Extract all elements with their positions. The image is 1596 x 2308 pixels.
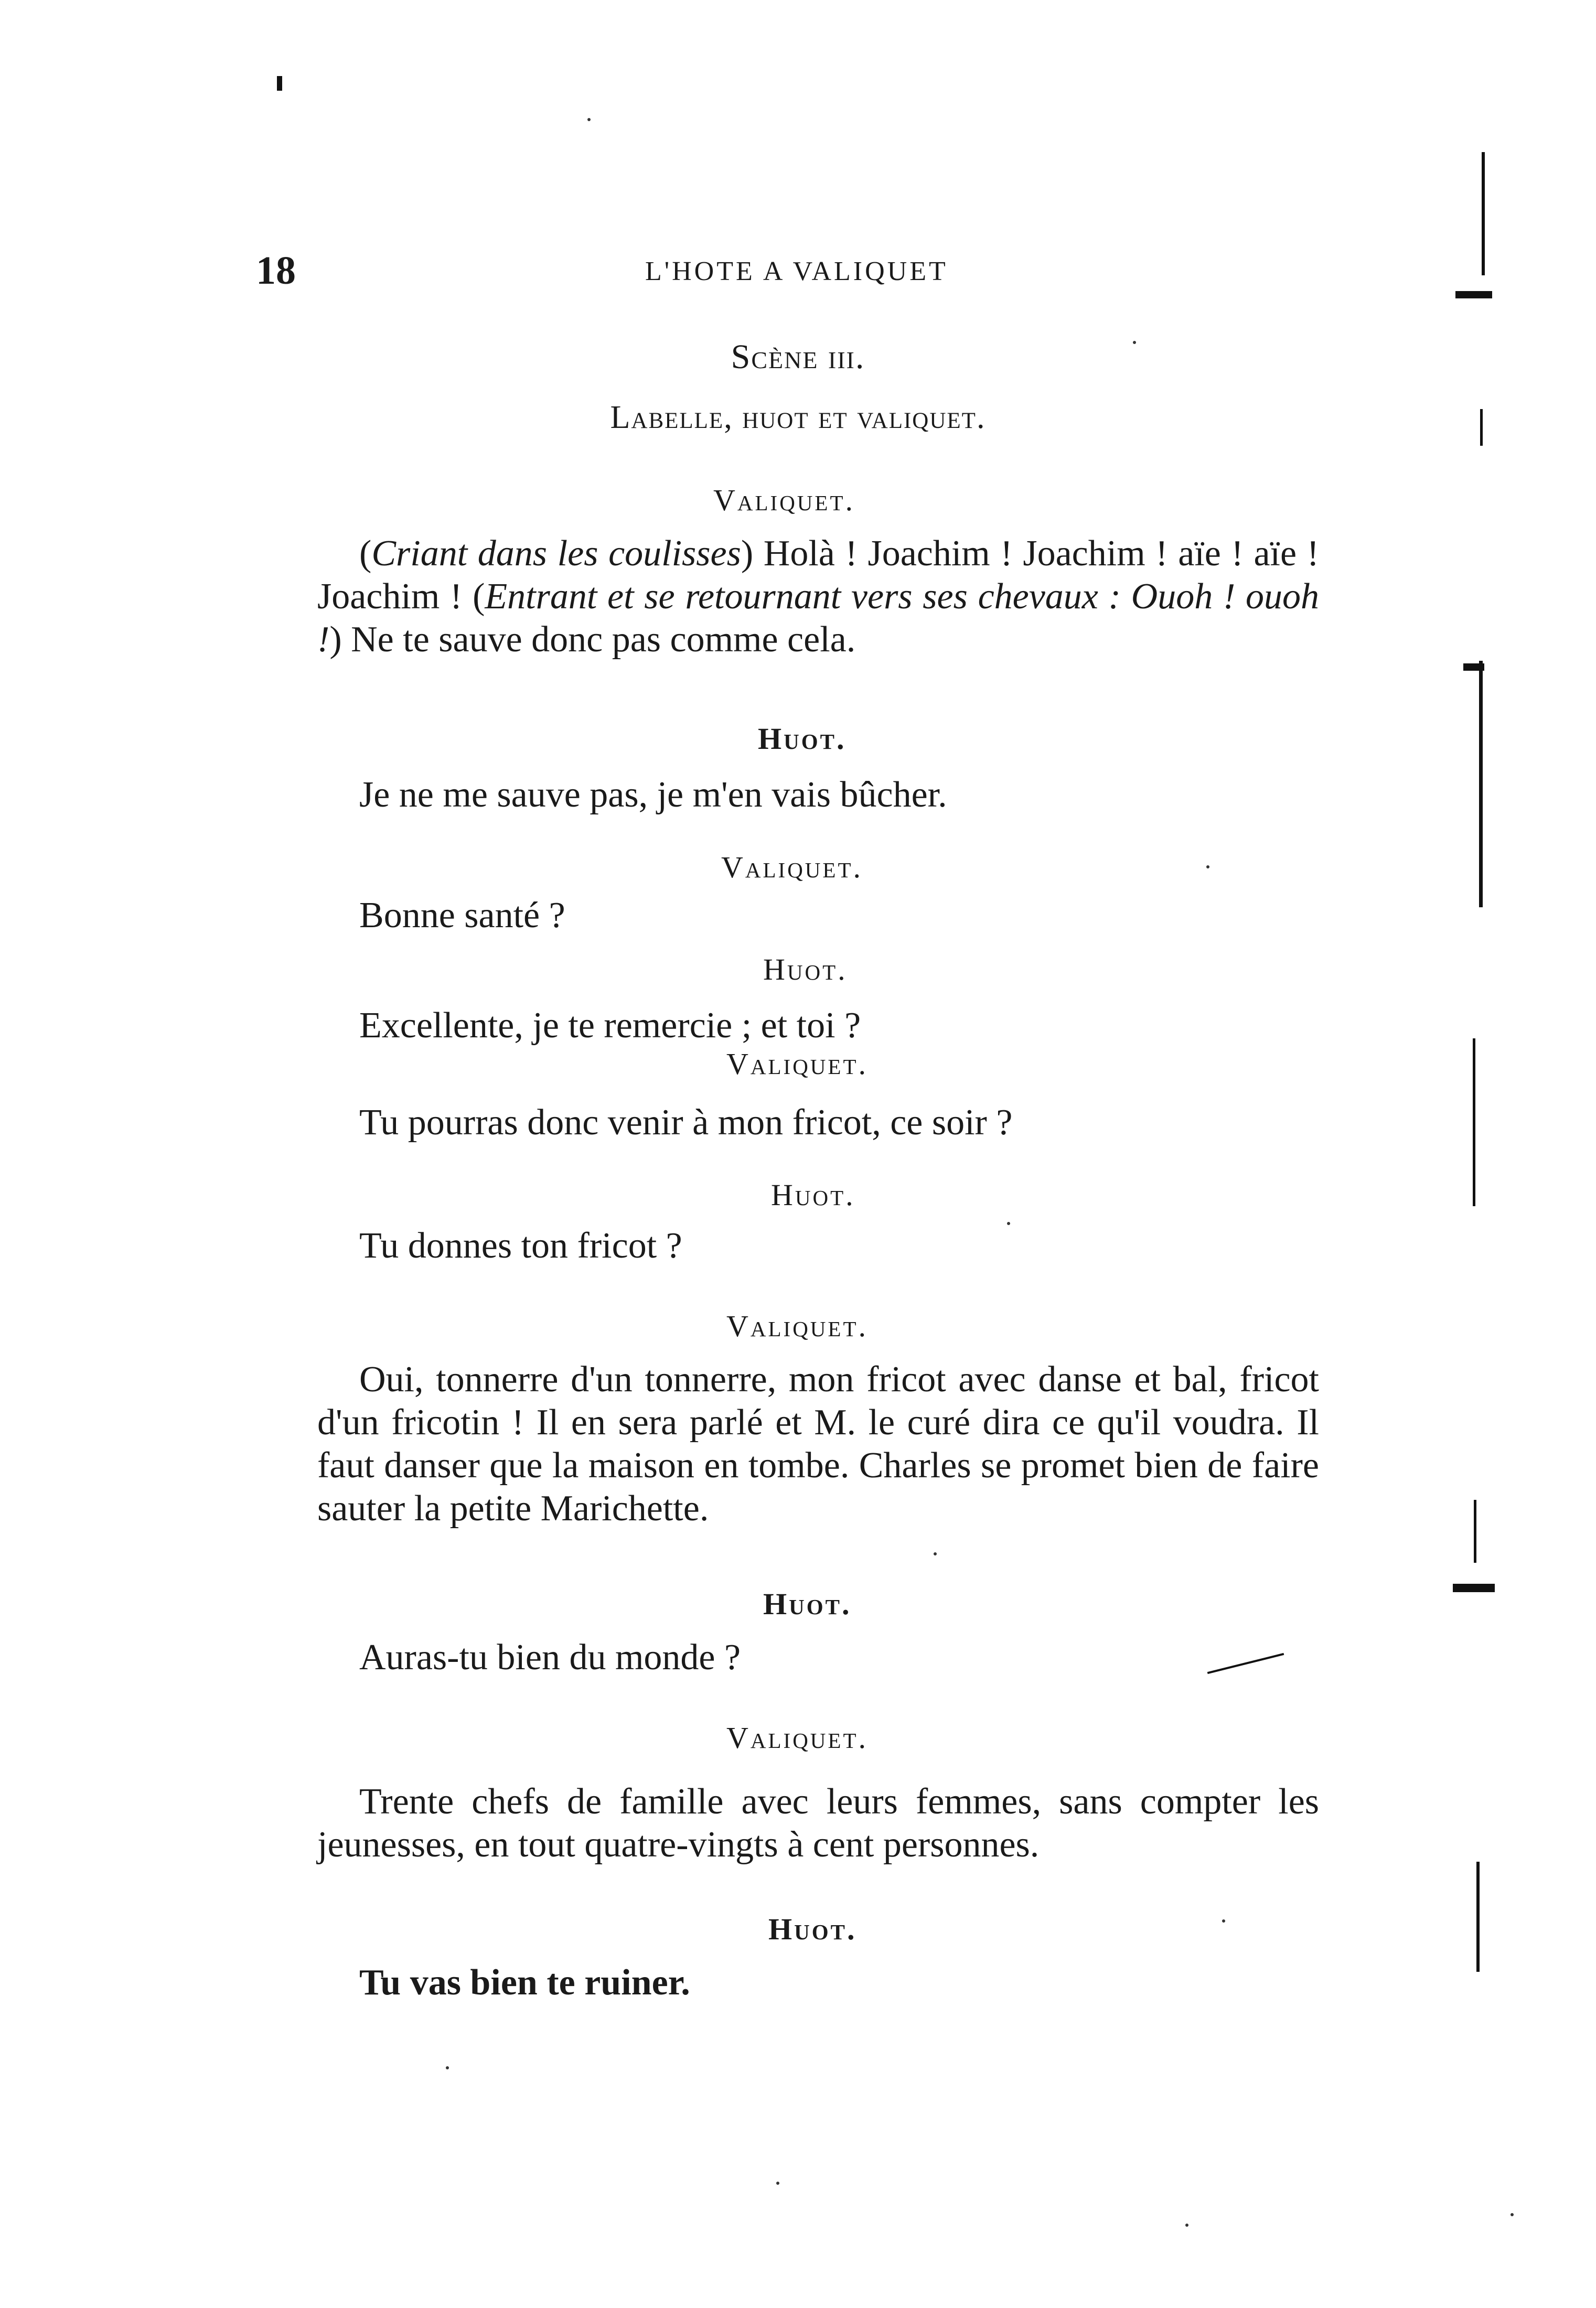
scan-speck [1222, 1919, 1225, 1923]
speaker-name: Huot. [763, 1587, 852, 1621]
scan-mark [1463, 663, 1484, 671]
dialogue-line: (Criant dans les coulisses) Holà ! Joachim ! Joachim ! aïe ! aïe ! Joachim ! (Entrant et se retournant vers ses chevaux : Ouoh ! ouoh !) Ne te sauve donc pas comme cela. [317, 533, 1319, 660]
scan-mark [1455, 291, 1492, 298]
speaker-name: Huot. [771, 1178, 855, 1212]
scan-mark [1453, 1584, 1495, 1592]
scan-speck [1007, 1222, 1010, 1225]
scene-cast: Labelle, huot et valiquet. [610, 400, 986, 435]
speaker-name: Huot. [768, 1912, 857, 1946]
scan-speck [1133, 341, 1136, 344]
speaker-name: Valiquet. [726, 1309, 868, 1343]
speaker-name: Valiquet. [726, 1047, 868, 1081]
scan-mark [277, 76, 282, 91]
dialogue-line: Excellente, je te remercie ; et toi ? [359, 1005, 861, 1046]
page-number: 18 [256, 249, 296, 293]
speaker-name: Valiquet. [726, 1721, 868, 1755]
scan-speck [934, 1552, 937, 1555]
scan-mark [1479, 661, 1483, 907]
scan-mark [1474, 1500, 1476, 1563]
scan-speck [587, 118, 591, 121]
dialogue-line: Tu donnes ton fricot ? [359, 1226, 682, 1266]
stage-direction: Criant dans les coulisses [371, 533, 741, 574]
speaker-name: Valiquet. [713, 483, 855, 517]
scan-speck [1206, 865, 1209, 868]
dialogue-line: Tu vas bien te ruiner. [359, 1962, 690, 2003]
scan-speck [1185, 2224, 1188, 2227]
scan-mark [1476, 1862, 1480, 1972]
dialogue-line: Tu pourras donc venir à mon fricot, ce soir ? [359, 1102, 1013, 1143]
scan-mark [1482, 152, 1485, 275]
scan-speck [1511, 2213, 1514, 2216]
speaker-name: Huot. [763, 952, 848, 986]
scan-speck [776, 2182, 779, 2185]
scan-speck [446, 2066, 449, 2069]
dialogue-text: Ne te sauve donc pas comme cela. [341, 619, 856, 660]
dialogue-text: Holà ! Joachim ! Joachim ! aïe ! aïe ! Joachim ! [317, 533, 1319, 617]
dialogue-line: Trente chefs de famille avec leurs femmes, sans compter les jeunesses, en tout quatre-vingts à cent personnes. [317, 1781, 1319, 1865]
scene-title: Scène iii. [731, 338, 865, 376]
speaker-name: Huot. [758, 722, 847, 756]
dialogue-line: Je ne me sauve pas, je m'en vais bûcher. [359, 775, 947, 815]
speaker-name: Valiquet. [721, 850, 863, 884]
stage-direction: Entrant et se retournant vers ses chevaux : Ouoh ! ouoh ! [317, 576, 1319, 660]
running-title: L'HOTE A VALIQUET [645, 256, 948, 286]
dialogue-line: Bonne santé ? [359, 895, 565, 936]
dialogue-line: Auras-tu bien du monde ? [359, 1637, 741, 1678]
dialogue-line: Oui, tonnerre d'un tonnerre, mon fricot avec danse et bal, fricot d'un fricotin ! Il en sera parlé et M. le curé dira ce qu'il voudra. Il faut danser que la maison en tombe. Charles se promet bien de faire sauter la petite Marichette. [317, 1359, 1319, 1529]
scan-mark [1473, 1038, 1475, 1206]
scan-mark [1480, 409, 1483, 446]
